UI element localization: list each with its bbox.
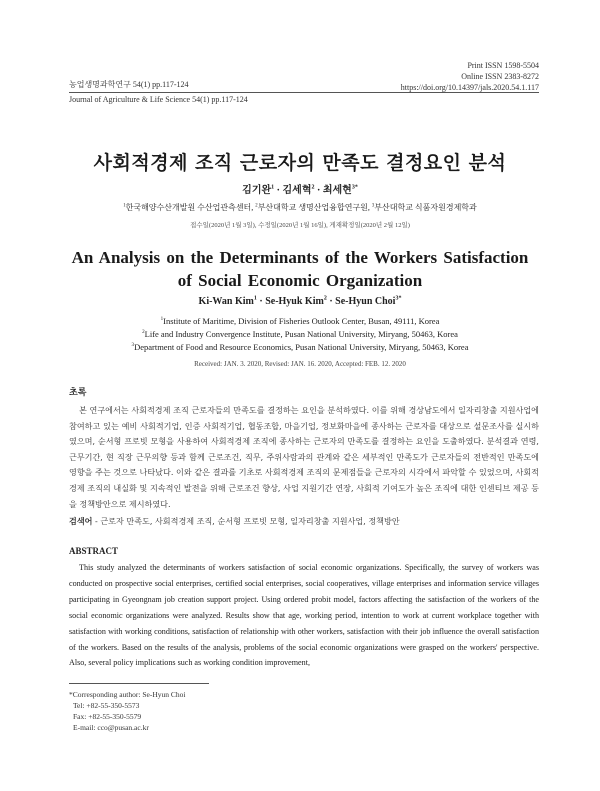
title-korean: 사회적경제 조직 근로자의 만족도 결정요인 분석: [93, 152, 507, 174]
footnote-rule: [69, 683, 209, 684]
affil-sup: 1: [160, 316, 164, 323]
title-english: [0, 246, 600, 292]
abstract-english-heading: ABSTRACT: [69, 546, 119, 556]
author-name: Se-Hyun Choi: [335, 296, 396, 307]
authors-korean: [0, 181, 600, 196]
journal-name-en: Journal of Agriculture & Life Science 54(1) pp.117-124: [69, 95, 248, 104]
dates-korean: 접수일(2020년 1월 3일), 수정일(2020년 1월 16일), 게재확정일(2020년 2월 12일): [190, 222, 410, 229]
affil-sup: 3: [131, 342, 135, 349]
abstract-korean-text: 본 연구에서는 사회적경제 조직 근로자들의 만족도를 결정하는 요인을 분석하였다. 이를 위해 경상남도에서 일자리창출 지원사업에 참여하고 있는 예비 사회적기업, 인증 사회적기업, 협동조합, 마을기업, 정보화마을에 종사하는 근로자를 대상으로 설문조사를 실시하였으며, 순서형 프로빗 모형을 사용하여 사회적경제 조직에 종사하는 근로자의 만족도를 결정하는 요인을 도출하였다. 분석결과 연령, 근무기간, 현 직장 근무의향 등과 함께 근로조건, 직무, 주위사람과의 관계와 같은 세부적인 만족도가 근로자들의 전반적인 만족도에 영향을 주는 것으로 나타났다. 이와 같은 결과를 기초로 사회적경제 조직의 문제점들을 근로자의 시각에서 파악할 수 있었으며, 사회적경제 조직의 내실화 및 지속적인 발전을 위해 근로조건 향상, 사업 지원기간 연장, 사회적 기여도가 높은 조직에 대한 인센티브 제공 등을 정책방안으로 제시하였다.: [69, 405, 539, 509]
affil-sup: 1: [123, 203, 126, 209]
corresponding-fax: Fax: +82-55-350-5579: [73, 712, 142, 721]
affiliations-korean: [0, 202, 600, 213]
keywords-text: 근로자 만족도, 사회적경제 조직, 순서형 프로빗 모형, 일자리창출 지원사업, 정책방안: [100, 516, 400, 526]
affiliation-english-1: [0, 316, 600, 326]
author-sup: 2: [323, 295, 327, 302]
author-sup: 2: [311, 184, 315, 191]
author-separator: ·: [326, 296, 336, 307]
abstract-korean-heading: 초록: [69, 388, 87, 398]
online-issn: Online ISSN 2383-8272: [461, 72, 539, 81]
header-rule: [69, 92, 539, 93]
affiliation-english-2: [0, 329, 600, 339]
keywords-korean: [69, 516, 539, 527]
keywords-label: 검색어: [69, 516, 93, 526]
journal-name-ko: 농업생명과학연구 54(1) pp.117-124: [69, 80, 189, 89]
author-sup: 3*: [351, 184, 358, 191]
affil-text: Department of Food and Resource Economics, Pusan National University, Miryang, 50463, Korea: [134, 342, 469, 352]
dates-english: Received: JAN. 3. 2020, Revised: JAN. 16. 2020, Accepted: FEB. 12. 2020: [194, 360, 406, 368]
author-separator: ·: [256, 296, 266, 307]
affil-sup: 3: [371, 203, 375, 209]
affil-text: Institute of Maritime, Division of Fisheries Outlook Center, Busan, 49111, Korea: [163, 316, 440, 326]
affil-sup: 2: [142, 329, 145, 336]
affil-sup: 2: [255, 203, 258, 209]
authors-english: [0, 296, 600, 307]
doi-link[interactable]: https://doi.org/10.14397/jals.2020.54.1.117: [400, 83, 539, 92]
author-separator: ·: [314, 185, 323, 196]
affiliation-english-3: [0, 342, 600, 352]
print-issn: Print ISSN 1598-5504: [467, 61, 539, 70]
title-english-line2: of Social Economic Organization: [177, 271, 423, 290]
title-english-line1: An Analysis on the Determinants of the Workers Satisfaction: [71, 248, 529, 267]
abstract-english-text: This study analyzed the determinants of workers satisfaction of social economic organizations. Specifically, the survey of workers was conducted on prospective social enterprises, certified social enterprises, social cooperatives, village enterprises and information service villages participating in Gyeongnam job creation support project. Using ordered probit model, factors affecting the satisfaction of the workers of the social economic organizations were analyzed. Results show that age, working period, intention to work at current workplace together with satisfaction with working conditions, satisfaction of relationship with other workers, satisfaction with their job influence the overall satisfaction of the workers. Based on the results of the analysis, problems of the social economic organizations were grasped on the workers' perspective. Also, several policy implications such as working condition improvement,: [69, 563, 539, 668]
affil-text: Life and Industry Convergence Institute, Pusan National University, Miryang, 50463, Korea: [144, 329, 458, 339]
affil-text: 한국해양수산개발원 수산업관측센터,: [125, 203, 256, 212]
author-name: Se-Hyuk Kim: [265, 296, 324, 307]
author-sup: 3*: [395, 295, 402, 302]
author-name: 김세혁: [282, 185, 312, 196]
author-name: Ki-Wan Kim: [198, 296, 254, 307]
author-name: 김기완: [242, 185, 272, 196]
footnote: [69, 689, 185, 733]
affil-text: 부산대학교 생명산업융합연구원,: [257, 203, 372, 212]
author-sup: 1: [253, 295, 257, 302]
corresponding-tel: Tel: +82-55-350-5573: [73, 701, 140, 710]
issn-block: [401, 60, 539, 93]
author-separator: ·: [274, 185, 283, 196]
corresponding-email[interactable]: E-mail: cco@pusan.ac.kr: [73, 723, 149, 732]
keywords-separator: -: [92, 516, 101, 526]
affil-text: 부산대학교 식품자원경제학과: [374, 203, 477, 212]
author-name: 최세현: [322, 185, 352, 196]
corresponding-author: *Corresponding author: Se-Hyun Choi: [69, 690, 186, 699]
author-sup: 1: [271, 184, 275, 191]
